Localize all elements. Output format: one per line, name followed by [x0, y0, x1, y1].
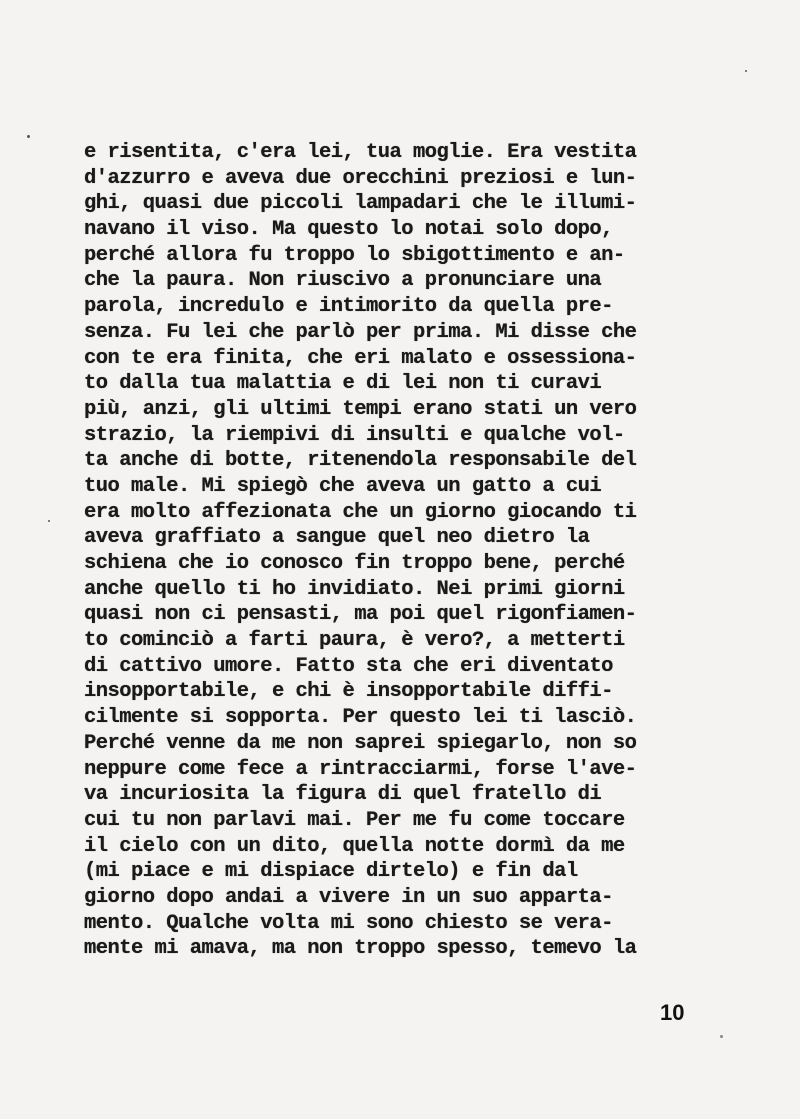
text-line: senza. Fu lei che parlò per prima. Mi disse che [84, 320, 637, 344]
scan-speck [48, 520, 50, 522]
text-line: più, anzi, gli ultimi tempi erano stati un vero [84, 397, 637, 421]
text-line: schiena che io conosco fin troppo bene, perché [84, 552, 625, 575]
text-line: era molto affezionata che un giorno giocando ti [84, 500, 637, 524]
text-line: di cattivo umore. Fatto sta che eri diventato [84, 654, 613, 678]
text-line: Perché venne da me non saprei spiegarlo, non so [84, 731, 637, 755]
text-line: va incuriosita la figura di quel fratello di [84, 783, 602, 807]
text-line: quasi non ci pensasti, ma poi quel rigonfiamen- [84, 603, 637, 627]
text-line: e risentita, c'era lei, tua moglie. Era vestita [84, 141, 637, 164]
text-line: neppure come fece a rintracciarmi, forse l'ave- [84, 757, 637, 781]
text-line: to dalla tua malattia e di lei non ti curavi [84, 372, 602, 396]
text-line: aveva graffiato a sangue quel neo dietro la [84, 526, 590, 550]
text-line: ta anche di botte, ritenendola responsabile del [84, 449, 637, 473]
text-line: ghi, quasi due piccoli lampadari che le illumi- [84, 192, 637, 216]
text-line: mente mi amava, ma non troppo spesso, temevo la [84, 937, 637, 961]
text-line: parola, incredulo e intimorito da quella pre- [84, 295, 613, 319]
text-line: cilmente si sopporta. Per questo lei ti lasciò. [84, 706, 637, 730]
text-line: mento. Qualche volta mi sono chiesto se vera- [84, 911, 613, 935]
page-number: 10 [660, 1000, 685, 1025]
text-line: to cominciò a farti paura, è vero?, a metterti [84, 629, 625, 653]
scan-speck [745, 70, 747, 72]
text-line: giorno dopo andai a vivere in un suo apparta- [84, 885, 613, 909]
text-line: che la paura. Non riuscivo a pronunciare una [84, 269, 602, 293]
text-line: (mi piace e mi dispiace dirtelo) e fin dal [84, 860, 578, 884]
text-line: perché allora fu troppo lo sbigottimento e an- [84, 243, 625, 267]
body-text [84, 140, 704, 962]
text-line: navano il viso. Ma questo lo notai solo dopo, [84, 218, 613, 242]
text-line: il cielo con un dito, quella notte dormì da me [84, 834, 625, 858]
text-line: con te era finita, che eri malato e ossessiona- [84, 346, 637, 370]
text-line: cui tu non parlavi mai. Per me fu come toccare [84, 808, 625, 832]
text-line: strazio, la riempivi di insulti e qualche vol- [84, 423, 625, 447]
text-line: anche quello ti ho invidiato. Nei primi giorni [84, 577, 625, 601]
text-line: tuo male. Mi spiegò che aveva un gatto a cui [84, 474, 602, 498]
text-line: insopportabile, e chi è insopportabile diffi- [84, 680, 613, 704]
text-line: d'azzurro e aveva due orecchini preziosi e lun- [84, 166, 637, 190]
scan-speck [27, 135, 30, 138]
scan-speck [720, 1035, 723, 1038]
